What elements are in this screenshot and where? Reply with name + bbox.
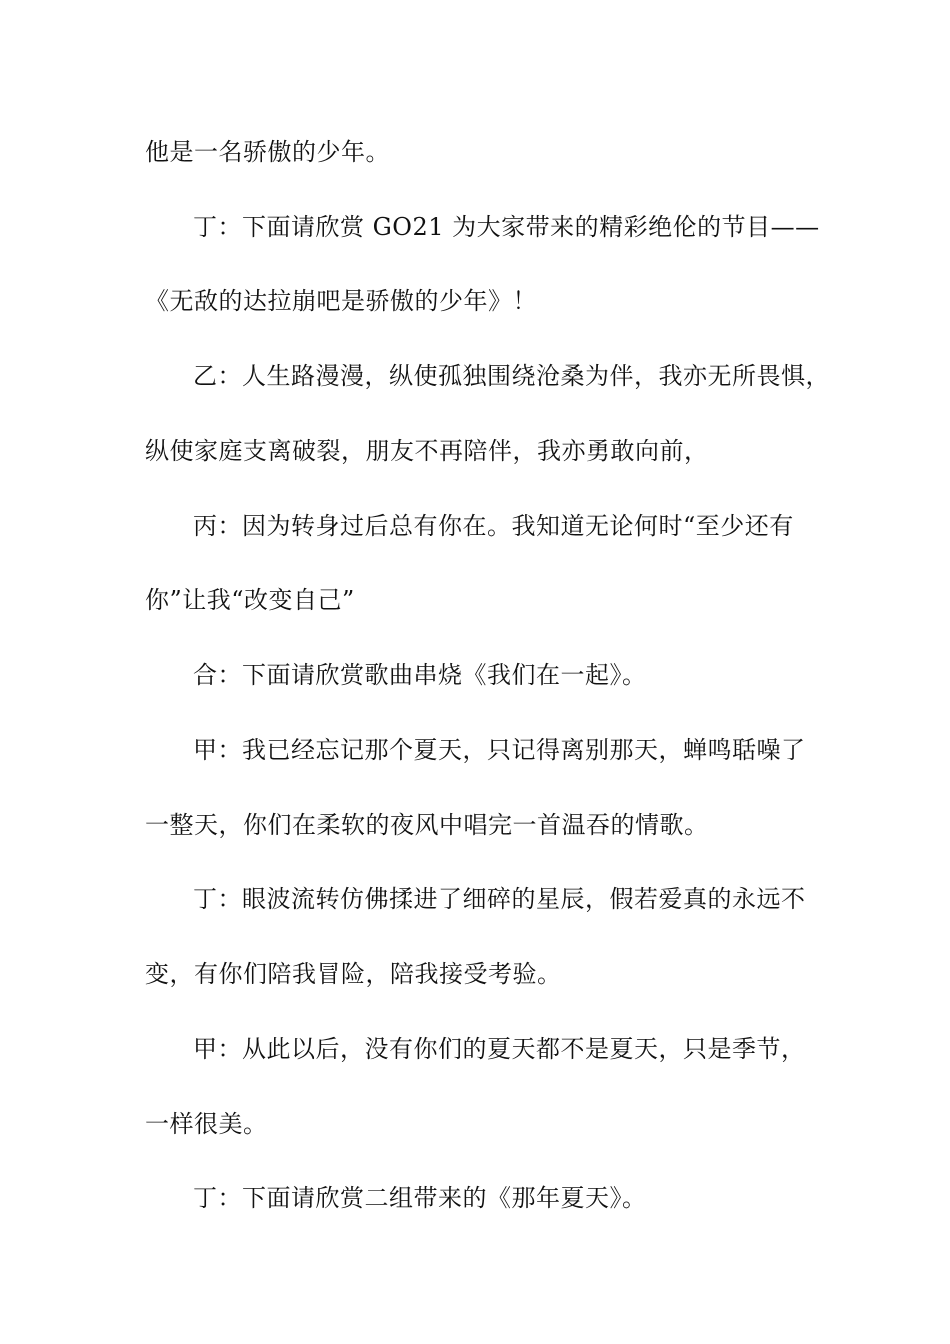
text-line-15: 丁：下面请欣赏二组带来的《那年夏天》。 [193, 1184, 647, 1212]
text-line-9: 甲：我已经忘记那个夏天，只记得离别那天，蝉鸣聒噪了 [193, 736, 806, 764]
text-line-14: 一样很美。 [145, 1110, 268, 1138]
text-line-11: 丁：眼波流转仿佛揉进了细碎的星辰，假若爱真的永远不 [193, 885, 806, 913]
text-line-1: 他是一名骄傲的少年。 [145, 138, 390, 166]
text-line-7: 你”让我“改变自己” [145, 586, 355, 614]
text-line-6: 丙：因为转身过后总有你在。我知道无论何时“至少还有 [193, 512, 794, 540]
text-line-8: 合：下面请欣赏歌曲串烧《我们在一起》。 [193, 661, 647, 689]
text-line-4: 乙：人生路漫漫，纵使孤独围绕沧桑为伴，我亦无所畏惧， [193, 362, 830, 390]
text-line-12: 变，有你们陪我冒险，陪我接受考验。 [145, 960, 562, 988]
text-line-13: 甲：从此以后，没有你们的夏天都不是夏天，只是季节， [193, 1035, 806, 1063]
text-line-3: 《无敌的达拉崩吧是骄傲的少年》！ [145, 287, 537, 315]
text-line-10: 一整天，你们在柔软的夜风中唱完一首温吞的情歌。 [145, 811, 709, 839]
text-line-2: 丁：下面请欣赏 GO21 为大家带来的精彩绝伦的节目—— [193, 213, 820, 241]
text-line-5: 纵使家庭支离破裂，朋友不再陪伴，我亦勇敢向前， [145, 437, 709, 465]
